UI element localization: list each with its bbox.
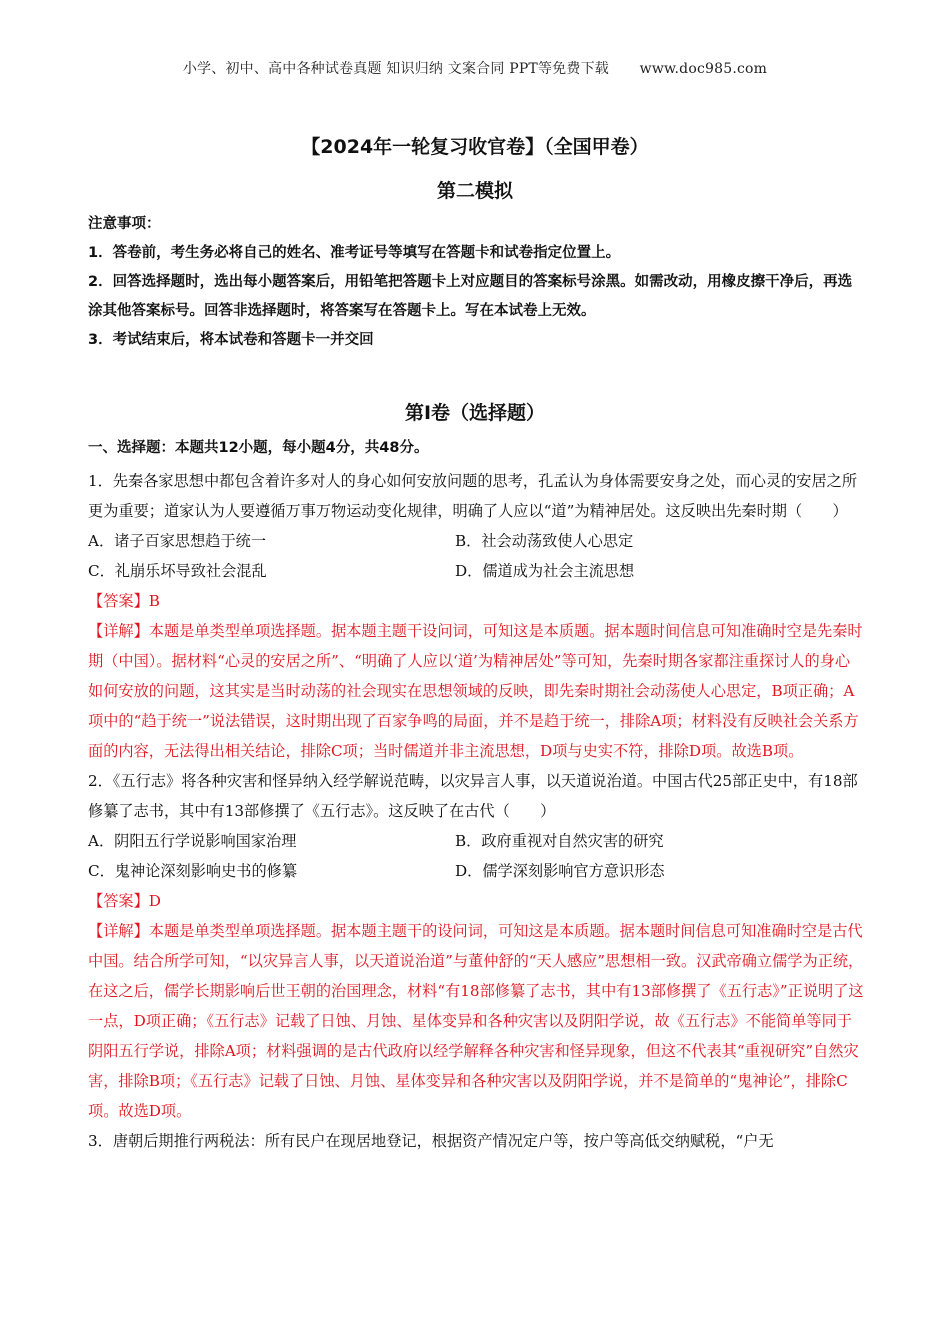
option-c: C．礼崩乐坏导致社会混乱: [88, 562, 267, 580]
answer-label: 【答案】B: [88, 592, 160, 610]
exam-subtitle: 第二模拟: [436, 180, 513, 202]
section-heading: 一、选择题：本题共12小题，每小题4分，共48分。: [88, 440, 429, 456]
question-1: [88, 466, 864, 766]
question-options: [88, 526, 864, 586]
answer-detail: 【详解】本题是单类型单项选择题。据本题主题干的设问词，可知这是本质题。据本题时间信息可知准确时空是古代中国。结合所学可知，“以灾异言人事，以天道说治道”与董仲舒的“天人感应”思想相一致。汉武帝确立儒学为正统，在这之后，儒学长期影响后世王朝的治国理念，材料“有18部修纂了志书，其中有13部修撰了《五行志》”正说明了这一点，D项正确；《五行志》记载了日蚀、月蚀、星体变异和各种灾害以及阴阳学说，故《五行志》不能简单等同于阴阳五行学说，排除A项；材料强调的是古代政府以经学解释各种灾害和怪异现象，但这不代表其“重视研究”自然灾害，排除B项；《五行志》记载了日蚀、月蚀、星体变异和各种灾害以及阴阳学说，并不是简单的“鬼神论”，排除C项。故选D项。: [88, 922, 864, 1120]
option-a: A．阴阳五行学说影响国家治理: [88, 832, 297, 850]
question-stem: 1．先秦各家思想中都包含着许多对人的身心如何安放问题的思考，孔孟认为身体需要安身之处，而心灵的安居之所更为重要；道家认为人要遵循万事万物运动变化规律，明确了人应以“道”为精神居处。这反映出先秦时期（ ）: [88, 472, 858, 520]
notes-item: 3．考试结束后，将本试卷和答题卡一并交回: [88, 332, 374, 348]
header-url[interactable]: www.doc985.com: [639, 61, 768, 77]
page-header: [0, 58, 950, 78]
notes-heading: 注意事项：: [88, 216, 161, 232]
option-c: C．鬼神论深刻影响史书的修纂: [88, 862, 298, 880]
notes-block: [88, 210, 864, 355]
header-text: 小学、初中、高中各种试卷真题 知识归纳 文案合同 PPT等免费下载: [182, 61, 609, 77]
question-3: [88, 1126, 864, 1156]
question-2: [88, 766, 864, 1126]
option-a: A．诸子百家思想趋于统一: [88, 532, 267, 550]
answer-label: 【答案】D: [88, 892, 161, 910]
exam-title: 【2024年一轮复习收官卷】（全国甲卷）: [301, 136, 649, 158]
question-stem: 3．唐朝后期推行两税法：所有民户在现居地登记，根据资产情况定户等，按户等高低交纳赋税，“户无: [88, 1132, 774, 1150]
questions-list: [88, 466, 864, 1156]
question-stem: 2．《五行志》将各种灾害和怪异纳入经学解说范畴，以灾异言人事，以天道说治道。中国古代25部正史中，有18部修纂了志书，其中有13部修撰了《五行志》。这反映了在古代（ ）: [88, 772, 858, 820]
option-b: B．社会动荡致使人心思定: [455, 532, 634, 550]
notes-item: 1．答卷前，考生务必将自己的姓名、准考证号等填写在答题卡和试卷指定位置上。: [88, 245, 621, 261]
notes-item: 2．回答选择题时，选出每小题答案后，用铅笔把答题卡上对应题目的答案标号涂黑。如需改动，用橡皮擦干净后，再选涂其他答案标号。回答非选择题时，将答案写在答题卡上。写在本试卷上无效。: [88, 274, 853, 319]
option-d: D．儒道成为社会主流思想: [455, 562, 635, 580]
option-d: D．儒学深刻影响官方意识形态: [455, 862, 665, 880]
section-title: 第I卷（选择题）: [404, 402, 546, 424]
question-options: [88, 826, 864, 886]
answer-detail: 【详解】本题是单类型单项选择题。据本题主题干设问词，可知这是本质题。据本题时间信息可知准确时空是先秦时期（中国）。据材料“心灵的安居之所”、“明确了人应以‘道’为精神居处”等可知，先秦时期各家都注重探讨人的身心如何安放的问题，这其实是当时动荡的社会现实在思想领域的反映，即先秦时期社会动荡使人心思定，B项正确；A项中的“趋于统一”说法错误，这时期出现了百家争鸣的局面，并不是趋于统一，排除A项；材料没有反映社会关系方面的内容，无法得出相关结论，排除C项；当时儒道并非主流思想，D项与史实不符，排除D项。故选B项。: [88, 622, 863, 760]
option-b: B．政府重视对自然灾害的研究: [455, 832, 664, 850]
